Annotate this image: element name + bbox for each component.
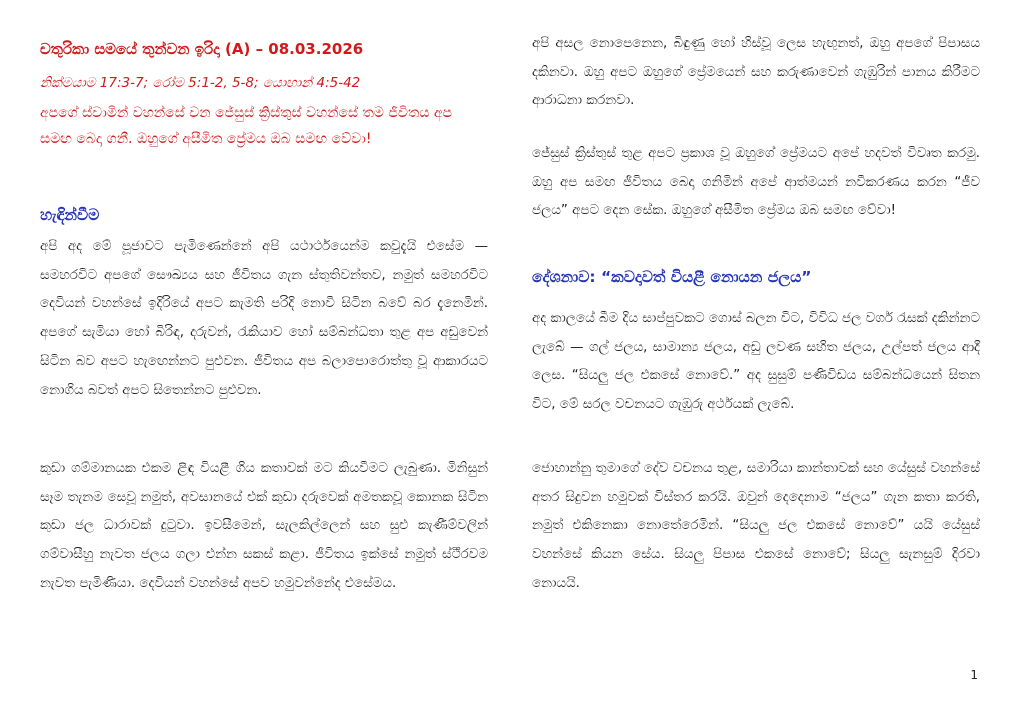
page-number: 1 [970,668,978,682]
body-paragraph-0: අපි අසල නොපෙනෙන, බිඳුණු හෝ හිස්වූ ලෙස හැඟුනත්, ඔහු අපගේ පිපාසය දකිනවා. ඔහු අපට ඔහුගේ ප්‍රේමයෙන් සහ කරුණාවෙන් ගැඹුරින් පානය කිරීමට ආරාධනා කරනවා. [532,36,980,109]
introduction-heading: හැඳින්වීම [40,206,100,224]
sermon-paragraph-1: අද කාලයේ බීම දිය සාප්පුවකට ගොස් බලන විට, විවිධ ජල වර්ග රැසක් දකින්නට ලැබේ — ගල් ජලය, සාමාන්‍ය ජලය, අඩු ලවණ සහිත ජලය, උල්පත් ජලය ආදී ලෙස. “සියලු ජල එකසේ නොවේ.” අද සුසුම් පණිවිඩය සම්බන්ධයෙන් සිතන විට, මේ සරල වචනයට ගැඹුරු අර්ථයක් ලැබේ. [532,311,980,413]
scripture-readings: නික්මයාම 17:3-7; රෝම 5:1-2, 5-8; යොහාන් 4:5-42 [40,75,361,91]
sermon-paragraph-2: ජොහාන්නු තුමාගේ දේව වචනය තුළ, සමාරියා කාන්තාවක් සහ යේසුස් වහන්සේ අතර සිදුවන හමුවක් විස්තර කරයි. ඔවුන් දෙදෙනාම “ජලය” ගැන කතා කරති, නමුත් එකිනෙකා නොතේරෙමින්. “සියලු ජල එකසේ නොවේ” යයි යේසුස් වහන්සේ කියන සේය. සියලු පිපාස එකසේ නොවේ; සියලු සැනසුම් දිරවා නොයයි. [532,461,980,591]
introduction-paragraph-1: අපි අද මේ පූජාවට පැමිණෙන්නේ අපි යථාර්ථයෙන්ම කවුදැයි එසේම — සමහරවිට අපගේ සෞඛ්‍යය සහ ජීවිතය ගැන ස්තුතිවන්තව, නමුත් සමහරවිට දෙවියන් වහන්සේ ඉදිරියේ අපට කැමති පරිදි නොවී සිටින බවේ බර දැනෙමින්. අපගේ සැමියා හෝ බිරිඳ, දරුවන්, රැකියාව හෝ සම්බන්ධතා තුළ අප අඩුවෙන් සිටින බව අපට හැඟෙන්නට පුළුවන. ජීවිතය අප බලාපොරොත්තු වූ ආකාරයට නොගිය බවත් අපට සිතෙන්නට පුළුවන. [40,239,488,398]
introduction-paragraph-2: කුඩා ගම්මානයක එකම ළිඳ වියළී ගිය කතාවක් මට කියවීමට ලැබුණා. මිනිසුන් සෑම තැනම සෙවූ නමුත්, අවසානයේ එක් කුඩා දරුවෙක් අමතකවූ කොනක සිටින කුඩා ජල ධාරාවක් දුටුවා. ඉවසීමෙන්, සැලකිල්ලෙන් සහ සුළු කැණීම්වලින් ගම්වාසීහු නැවත ජලය ගලා එන්න සකස් කළා. ජීවිතය ඉක්සේ නමුත් ස්ථිරවම නැවත පැමිණියා. දෙවියන් වහන්සේ අපව හමුවන්නේද එසේමය. [40,461,488,591]
sermon-heading: දේශනාව: “කවදාවත් වියළී නොයන ජලය” [532,268,812,286]
body-paragraph-1: ජේසුස් ක්‍රිස්තුස් තුළ අපට ප්‍රකාශ වූ ඔහුගේ ප්‍රේමයට අපේ හදවත් විවෘත කරමු. ඔහු අප සමඟ ජීවිතය බෙදා ගනිමින් අපේ ආත්මයන් නවීකරණය කරන “ජීව ජලය” අපට දෙන සේක. ඔහුගේ අසීමිත ප්‍රේමය ඔබ සමඟ වේවා! [532,146,980,219]
page-title: චතුරිකා සමයේ තුන්වන ඉරිදා (A) – 08.03.2026 [40,40,364,58]
intro-greeting: අපගේ ස්වාමින් වහන්සේ වන ජේසුස් ක්‍රිස්තුස් වහන්සේ තම ජීවිතය අප සමඟ බෙදා ගනී. ඔහුගේ අසීමිත ප්‍රේමය ඔබ සමඟ වේවා! [40,105,452,147]
